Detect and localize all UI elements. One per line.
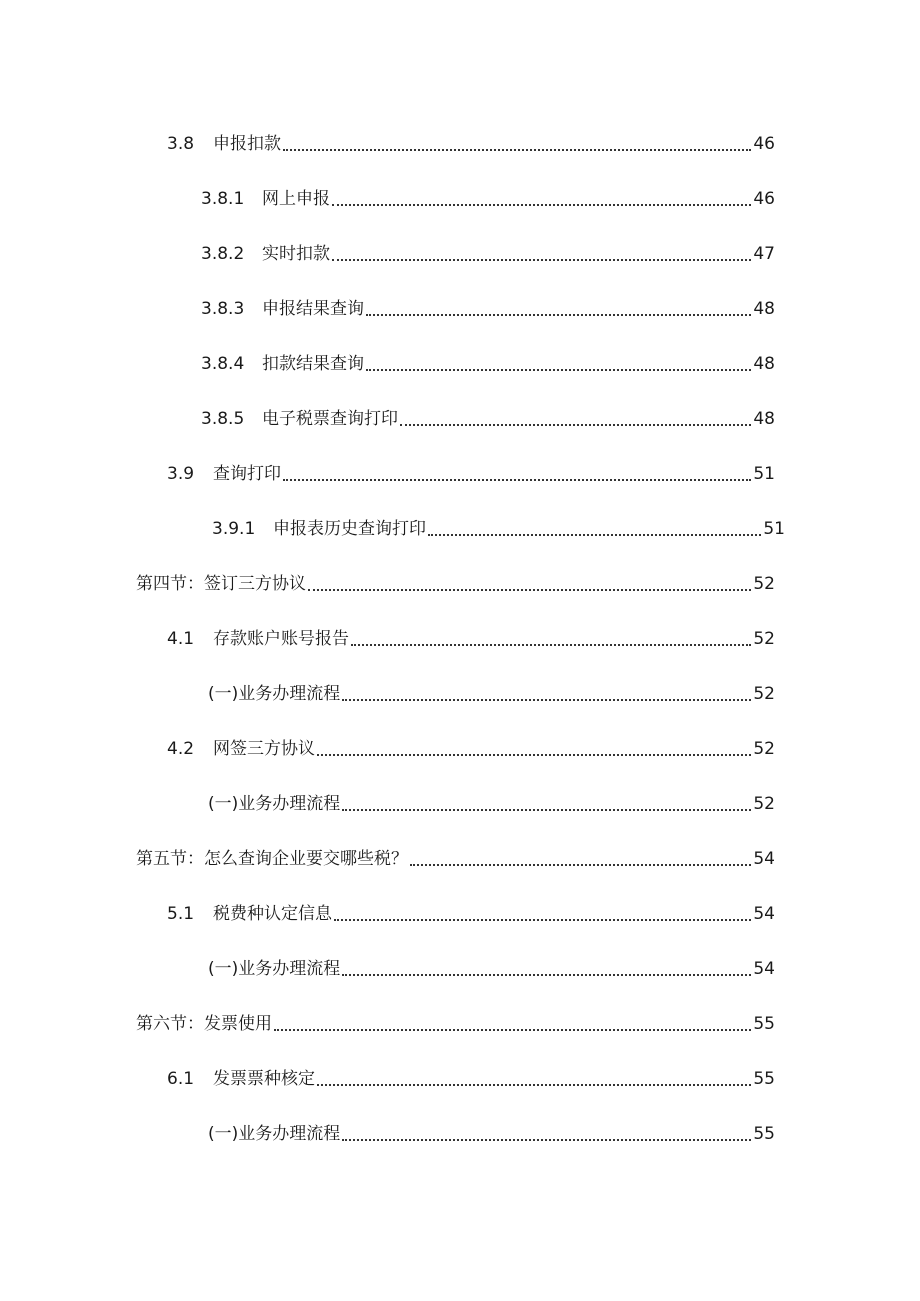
toc-entry-5-1[interactable] [167,900,775,924]
toc-entry-section-5[interactable] [136,845,775,869]
toc-title: 实时扣款 [262,244,330,264]
toc-entry-section-6[interactable] [136,1010,775,1034]
dot-leader [274,1029,751,1031]
toc-page-number: 54 [753,904,775,924]
toc-entry-4-2[interactable] [167,735,775,759]
toc-number: 3.8.2 [201,244,245,264]
toc-page-number: 51 [763,519,785,539]
toc-page-number: 46 [753,189,775,209]
toc-page-number: 48 [753,354,775,374]
toc-entry-3-8-4[interactable] [201,350,775,374]
dot-leader [351,644,751,646]
toc-number: 3.9.1 [212,519,256,539]
toc-title: (一)业务办理流程 [208,684,341,704]
toc-entry-3-8[interactable] [167,130,775,154]
toc-title: (一)业务办理流程 [208,794,341,814]
toc-page-number: 46 [753,134,775,154]
toc-title: 第六节：发票使用 [136,1014,272,1034]
toc-entry-6-1[interactable] [167,1065,775,1089]
toc-title: 申报扣款 [213,134,281,154]
toc-title: (一)业务办理流程 [208,1124,341,1144]
toc-entry-4-1[interactable] [167,625,775,649]
dot-leader [308,589,751,591]
toc-page-number: 54 [753,959,775,979]
dot-leader [428,534,761,536]
dot-leader [366,314,751,316]
toc-page-number: 52 [753,739,775,759]
dot-leader [334,919,751,921]
toc-entry-5-1-process[interactable] [208,955,775,979]
dot-leader [342,699,751,701]
toc-title: 网签三方协议 [213,739,315,759]
toc-entry-3-9-1[interactable] [212,515,785,539]
toc-page-number: 55 [753,1124,775,1144]
dot-leader [342,974,751,976]
toc-number: 3.8.1 [201,189,245,209]
dot-leader [410,864,751,866]
dot-leader [317,754,751,756]
toc-page-number: 52 [753,794,775,814]
toc-page-number: 55 [753,1014,775,1034]
dot-leader [283,149,751,151]
dot-leader [342,809,751,811]
toc-page-number: 52 [753,684,775,704]
toc-number: 6.1 [167,1069,195,1089]
toc-page-number: 54 [753,849,775,869]
toc-page-number: 52 [753,574,775,594]
toc-entry-3-9[interactable] [167,460,775,484]
toc-number: 3.8.4 [201,354,245,374]
dot-leader [317,1084,751,1086]
dot-leader [366,369,751,371]
toc-entry-3-8-1[interactable] [201,185,775,209]
toc-title: 税费种认定信息 [213,904,332,924]
toc-entry-4-1-process[interactable] [208,680,775,704]
toc-title: 第五节：怎么查询企业要交哪些税？ [136,849,408,869]
dot-leader [283,479,751,481]
toc-entry-3-8-2[interactable] [201,240,775,264]
toc-number: 3.8.5 [201,409,245,429]
toc-number: 3.9 [167,464,195,484]
toc-entry-6-1-process[interactable] [208,1120,775,1144]
toc-title: 扣款结果查询 [262,354,364,374]
toc-title: 申报表历史查询打印 [273,519,426,539]
toc-entry-3-8-3[interactable] [201,295,775,319]
toc-title: 存款账户账号报告 [213,629,349,649]
toc-page-number: 52 [753,629,775,649]
toc-title: 查询打印 [213,464,281,484]
toc-number: 4.1 [167,629,195,649]
toc-page-number: 51 [753,464,775,484]
dot-leader [400,424,751,426]
toc-page-number: 48 [753,299,775,319]
dot-leader [332,259,751,261]
toc-page-number: 47 [753,244,775,264]
dot-leader [342,1139,751,1141]
toc-title: 第四节：签订三方协议 [136,574,306,594]
toc-page-number: 48 [753,409,775,429]
toc-page-number: 55 [753,1069,775,1089]
dot-leader [332,204,751,206]
toc-number: 3.8 [167,134,195,154]
toc-title: (一)业务办理流程 [208,959,341,979]
toc-number: 4.2 [167,739,195,759]
toc-entry-4-2-process[interactable] [208,790,775,814]
toc-entry-3-8-5[interactable] [201,405,775,429]
toc-title: 申报结果查询 [262,299,364,319]
toc-title: 网上申报 [262,189,330,209]
toc-number: 3.8.3 [201,299,245,319]
toc-entry-section-4[interactable] [136,570,775,594]
toc-title: 发票票种核定 [213,1069,315,1089]
toc-number: 5.1 [167,904,195,924]
toc-title: 电子税票查询打印 [262,409,398,429]
